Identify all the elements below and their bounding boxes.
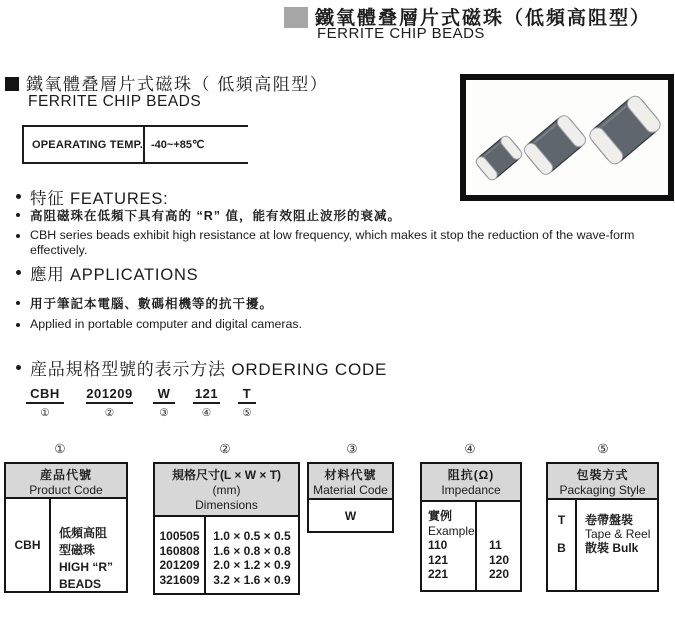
- material-code-value: W: [344, 508, 357, 523]
- packaging-code: T: [557, 513, 566, 527]
- header-en: Packaging Style: [559, 483, 646, 497]
- product-code-table: [4, 462, 128, 593]
- table-number-2: ②: [219, 442, 231, 456]
- header-en: Product Code: [29, 483, 103, 497]
- size-code: 321609: [159, 572, 200, 587]
- features-item-zh: 高阻磁珠在低頻下具有高的 “R” 值，能有效阻止波形的衰减。: [30, 209, 401, 223]
- header-en: Impedance: [441, 483, 501, 497]
- packaging-desc: 卷帶盤裝: [585, 513, 634, 527]
- impedance-example-column: [422, 502, 477, 590]
- desc-line: BEADS: [59, 577, 102, 591]
- features-heading: 特征 FEATURES:: [30, 190, 169, 208]
- masthead-title-en: FERRITE CHIP BEADS: [317, 25, 485, 42]
- bullet-icon: [16, 234, 20, 238]
- code-part-text: CBH: [26, 386, 64, 404]
- chip-beads-photo: [460, 74, 674, 201]
- header-zh: 材料代號: [324, 468, 377, 482]
- header-en: Dimensions: [195, 498, 258, 512]
- bullet-icon: [16, 323, 20, 327]
- impedance-table: [420, 462, 522, 592]
- section-title-en: FERRITE CHIP BEADS: [28, 93, 202, 110]
- code-part-impedance: [193, 386, 220, 419]
- impedance-left: Example: [428, 523, 475, 538]
- code-part-number: ⑤: [242, 407, 252, 419]
- size-code-column: [155, 517, 206, 593]
- header-zh: 阻抗(Ω): [447, 468, 495, 482]
- desc-line: HIGH “R”: [59, 560, 113, 574]
- size-code: 160808: [159, 543, 200, 558]
- product-code-body: [6, 499, 126, 591]
- code-part-number: ②: [104, 407, 115, 419]
- material-code-table: [307, 462, 394, 533]
- masthead-accent-bar: [284, 7, 308, 28]
- header-zh: 包裝方式: [576, 468, 629, 482]
- size-code: 201209: [159, 558, 200, 572]
- size-dim: 2.0 × 1.2 × 0.9: [213, 558, 291, 572]
- size-dim: 3.2 × 1.6 × 0.9: [213, 572, 291, 587]
- code-part-text: W: [153, 386, 175, 404]
- size-code: 100505: [159, 529, 200, 543]
- section-marker-square: [5, 77, 19, 91]
- impedance-left: 221: [428, 567, 449, 581]
- code-part-text: T: [238, 386, 256, 404]
- chip-beads-illustration: [466, 80, 668, 195]
- size-dim-column: [206, 517, 298, 593]
- operating-temp-value: -40~+85℃: [151, 139, 205, 151]
- bullet-icon: [16, 365, 21, 370]
- packaging-body: [548, 500, 657, 590]
- product-code-desc: [51, 499, 126, 591]
- impedance-value: 220: [489, 567, 510, 581]
- bullet-icon: [16, 270, 21, 275]
- impedance-value: 120: [489, 552, 510, 567]
- table-number-4: ④: [464, 442, 476, 456]
- features-item-en: CBH series beads exhibit high resistance at low frequency, which makes it stop the reduction of the wave-form effectively.: [30, 228, 635, 257]
- impedance-value: 11: [489, 538, 502, 552]
- table-number-5: ⑤: [597, 442, 609, 456]
- code-part-material: [153, 386, 175, 419]
- code-part-packaging: [238, 386, 256, 419]
- packaging-header: [548, 464, 657, 500]
- impedance-left: 121: [428, 552, 449, 567]
- section-title-zh: 鐵氧體叠層片式磁珠（ 低頻高阻型）: [26, 75, 329, 94]
- packaging-table: [546, 462, 659, 592]
- impedance-body: [422, 502, 520, 590]
- header-en: Material Code: [313, 483, 388, 497]
- code-part-number: ④: [201, 407, 212, 419]
- code-part-number: ③: [159, 407, 169, 419]
- packaging-desc-column: [577, 500, 657, 590]
- header-zh: 規格尺寸(L × W × T): [171, 468, 282, 482]
- ordering-heading: 産品規格型號的表示方法 ORDERING CODE: [30, 360, 388, 379]
- code-part-text: 201209: [86, 386, 133, 404]
- dimensions-body: [155, 517, 298, 593]
- table-number-1: ①: [54, 442, 66, 456]
- applications-heading: 應用 APPLICATIONS: [30, 266, 199, 284]
- bullet-icon: [16, 213, 20, 217]
- header-zh: 産品代號: [39, 468, 92, 482]
- code-part-text: 121: [193, 386, 220, 404]
- packaging-code: B: [557, 541, 566, 555]
- table-number-3: ③: [346, 442, 358, 456]
- dimensions-header: [155, 464, 298, 517]
- packaging-desc: Tape & Reel: [585, 527, 651, 541]
- bullet-icon: [16, 194, 21, 199]
- impedance-left: 110: [428, 538, 448, 552]
- code-part-product: [26, 386, 64, 419]
- bullet-icon: [16, 301, 20, 305]
- header-mm: (mm): [212, 483, 241, 497]
- product-code-header: [6, 464, 126, 499]
- dimensions-table: [153, 462, 300, 595]
- product-code-value: CBH: [6, 499, 51, 591]
- desc-line: 低頻高阻: [59, 526, 108, 540]
- operating-temp-label: OPEARATING TEMP.: [24, 127, 145, 162]
- operating-temp-table: [22, 125, 248, 164]
- packaging-desc: 散裝 Bulk: [585, 541, 639, 555]
- applications-item-zh: 用于筆記本電腦、數碼相機等的抗干擾。: [30, 297, 274, 311]
- code-part-number: ①: [40, 407, 50, 419]
- size-dim: 1.6 × 0.8 × 0.8: [213, 543, 291, 558]
- impedance-header: [422, 464, 520, 502]
- material-code-header: [309, 464, 392, 500]
- impedance-left: 實例: [428, 509, 453, 523]
- applications-item-en: Applied in portable computer and digital cameras.: [30, 317, 303, 331]
- masthead-title-zh: 鐵氧體叠層片式磁珠（低頻高阻型）: [315, 8, 652, 29]
- code-part-size: [86, 386, 133, 419]
- impedance-value-column: [477, 502, 520, 590]
- desc-line: 型磁珠: [59, 543, 96, 557]
- packaging-code-column: [548, 500, 577, 590]
- size-dim: 1.0 × 0.5 × 0.5: [213, 529, 291, 543]
